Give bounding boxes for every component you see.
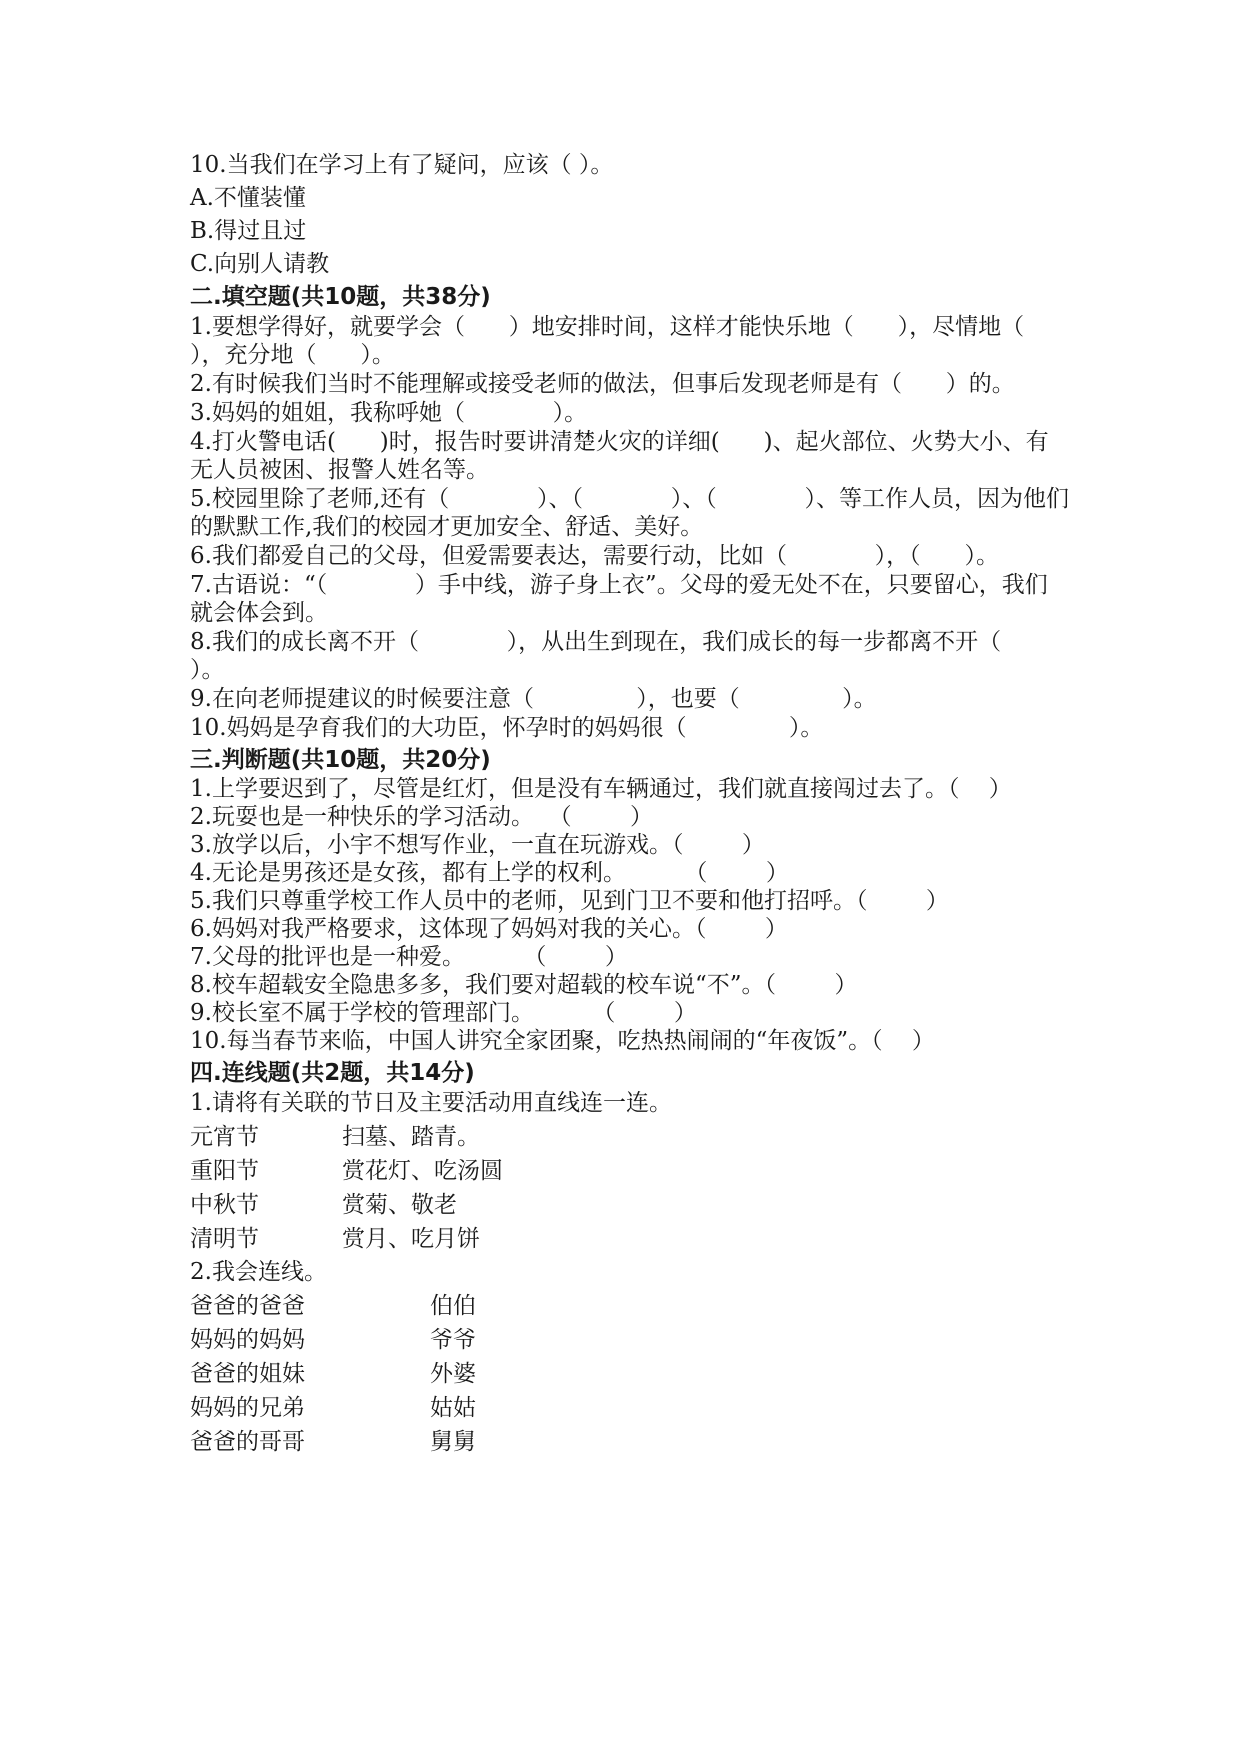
judge-question-3: 3.放学以后，小宇不想写作业，一直在玩游戏。（ ） <box>190 832 765 858</box>
choice-option-c: C.向别人请教 <box>190 251 330 277</box>
matching-question-2-prompt: 2.我会连线。 <box>190 1259 327 1285</box>
festival-activity: 赏菊、敬老 <box>342 1192 457 1218</box>
judge-question-2: 2.玩耍也是一种快乐的学习活动。 （ ） <box>190 804 654 830</box>
matching-question-1-prompt: 1.请将有关联的节日及主要活动用直线连一连。 <box>190 1090 672 1116</box>
relation-description: 妈妈的妈妈 <box>190 1327 305 1353</box>
relation-title: 伯伯 <box>430 1293 476 1319</box>
festival-name: 清明节 <box>190 1226 259 1252</box>
choice-option-a: A.不懂装懂 <box>190 185 306 211</box>
fill-question-6: 6.我们都爱自己的父母，但爱需要表达，需要行动，比如（ ），（ ）。 <box>190 543 1000 569</box>
matching-row <box>190 1393 1070 1423</box>
judge-question-9: 9.校长室不属于学校的管理部门。 （ ） <box>190 1000 697 1026</box>
festival-name: 中秋节 <box>190 1192 259 1218</box>
fill-question-1: 1.要想学得好，就要学会（ ）地安排时间，这样才能快乐地（ ），尽情地（ ），充分地（ ）。 <box>190 314 1069 368</box>
festival-activity: 赏花灯、吃汤圆 <box>342 1158 503 1184</box>
section-heading-judge: 三.判断题(共10题，共20分) <box>190 747 491 773</box>
relation-description: 爸爸的姐妹 <box>190 1361 305 1387</box>
worksheet-page <box>190 150 1089 1457</box>
fill-question-7: 7.古语说：“（ ）手中线，游子身上衣”。父母的爱无处不在，只要留心，我们就会体会到。 <box>190 572 1048 626</box>
matching-row <box>190 1190 1070 1220</box>
judge-question-10: 10.每当春节来临，中国人讲究全家团聚，吃热热闹闹的“年夜饭”。（ ） <box>190 1028 935 1054</box>
relation-description: 妈妈的兄弟 <box>190 1395 305 1421</box>
section-heading-matching: 四.连线题(共2题，共14分) <box>190 1060 475 1086</box>
relation-title: 舅舅 <box>430 1429 476 1455</box>
matching-row <box>190 1359 1070 1389</box>
judge-question-5: 5.我们只尊重学校工作人员中的老师，见到门卫不要和他打招呼。（ ） <box>190 888 949 914</box>
judge-question-7: 7.父母的批评也是一种爱。 （ ） <box>190 944 628 970</box>
relation-title: 爷爷 <box>430 1327 476 1353</box>
matching-row <box>190 1156 1070 1186</box>
fill-question-8: 8.我们的成长离不开（ ），从出生到现在，我们成长的每一步都离不开（ ）。 <box>190 629 1089 683</box>
matching-row <box>190 1427 1070 1457</box>
relation-description: 爸爸的爸爸 <box>190 1293 305 1319</box>
fill-question-5: 5.校园里除了老师,还有（ ）、（ ）、（ ）、等工作人员，因为他们的默默工作,我们的校园才更加安全、舒适、美好。 <box>190 486 1069 540</box>
festival-name: 重阳节 <box>190 1158 259 1184</box>
fill-question-10: 10.妈妈是孕育我们的大功臣，怀孕时的妈妈很（ ）。 <box>190 715 824 741</box>
relation-description: 爸爸的哥哥 <box>190 1429 305 1455</box>
matching-row <box>190 1122 1070 1152</box>
festival-name: 元宵节 <box>190 1124 259 1150</box>
relation-title: 姑姑 <box>430 1395 476 1421</box>
choice-option-b: B.得过且过 <box>190 218 307 244</box>
judge-question-6: 6.妈妈对我严格要求，这体现了妈妈对我的关心。（ ） <box>190 916 788 942</box>
matching-row <box>190 1325 1070 1355</box>
matching-row <box>190 1291 1070 1321</box>
choice-question-10: 10.当我们在学习上有了疑问，应该（ ）。 <box>190 152 614 178</box>
relation-title: 外婆 <box>430 1361 476 1387</box>
fill-question-2: 2.有时候我们当时不能理解或接受老师的做法，但事后发现老师是有（ ）的。 <box>190 371 1015 397</box>
festival-activity: 扫墓、踏青。 <box>342 1124 480 1150</box>
matching-row <box>190 1224 1070 1254</box>
fill-question-3: 3.妈妈的姐姐，我称呼她（ ）。 <box>190 400 588 426</box>
judge-question-1: 1.上学要迟到了，尽管是红灯，但是没有车辆通过，我们就直接闯过去了。（ ） <box>190 776 1012 802</box>
festival-activity: 赏月、吃月饼 <box>342 1226 480 1252</box>
fill-question-9: 9.在向老师提建议的时候要注意（ ），也要（ ）。 <box>190 686 877 712</box>
section-heading-fill-blank: 二.填空题(共10题，共38分) <box>190 284 491 310</box>
fill-question-4: 4.打火警电话( )时，报告时要讲清楚火灾的详细( )、起火部位、火势大小、有无人员被困、报警人姓名等。 <box>190 429 1049 483</box>
judge-question-8: 8.校车超载安全隐患多多，我们要对超载的校车说“不”。（ ） <box>190 972 858 998</box>
judge-question-4: 4.无论是男孩还是女孩，都有上学的权利。 （ ） <box>190 860 789 886</box>
